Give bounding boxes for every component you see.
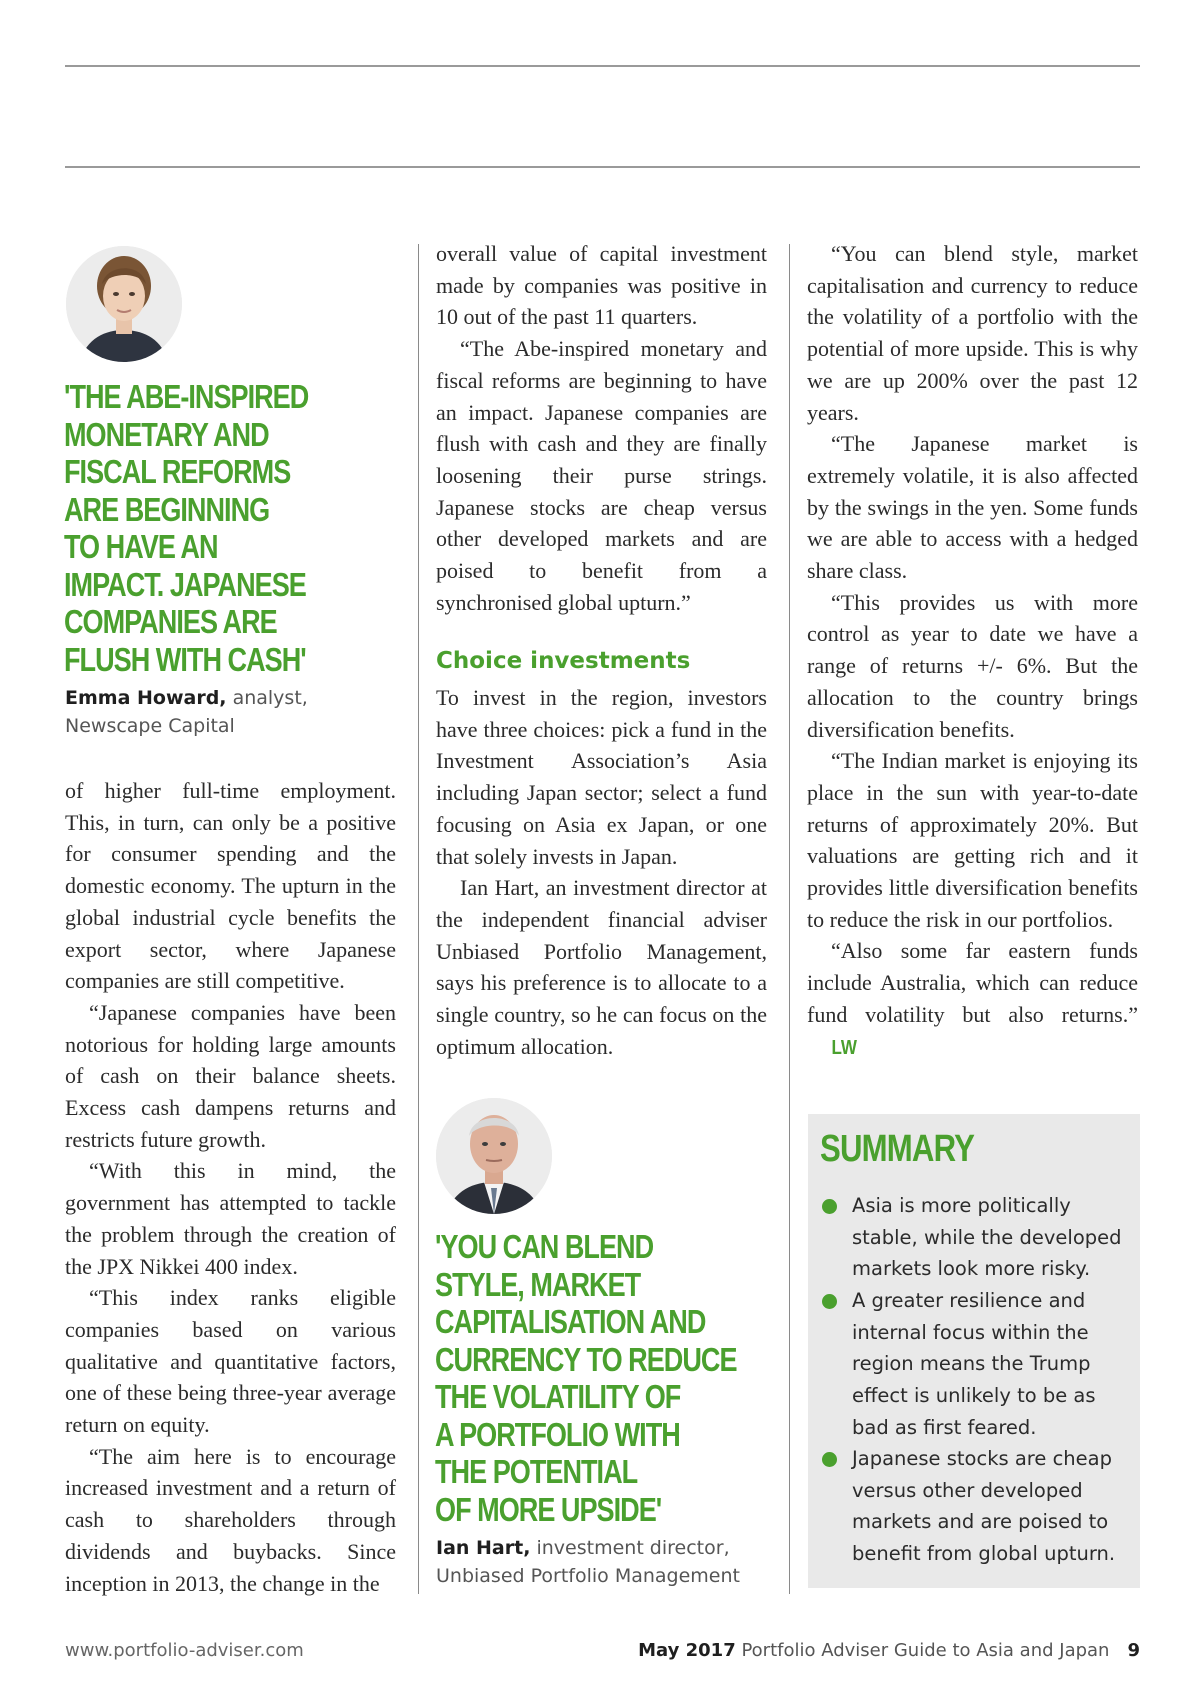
attribution-role: investment director,	[530, 1537, 730, 1559]
paragraph: Ian Hart, an investment director at the independent financial adviser Unbiased Portfolio Management, says his preference is to allocate to a single country, so he can focus on the optimum allocation.	[436, 875, 767, 1059]
summary-title: SUMMARY	[820, 1128, 975, 1170]
column-3-body	[807, 238, 1138, 1064]
bullet-icon	[822, 1452, 837, 1467]
paragraph: “Japanese companies have been notorious for holding large amounts of cash on their balance sheets. Excess cash dampens returns and restricts future growth.	[65, 999, 396, 1152]
header-rule	[65, 166, 1140, 168]
attribution-name: Emma Howard,	[65, 687, 227, 709]
summary-item	[822, 1190, 1132, 1285]
pull-quote-line: 'THE ABE-INSPIRED	[64, 378, 309, 415]
ian-hart-photo	[436, 1098, 552, 1214]
summary-box	[808, 1114, 1140, 1588]
paragraph: “The aim here is to encourage increased investment and a return of cash to shareholders through dividends and buybacks. Since inception in 2013, the change in the	[65, 1443, 396, 1596]
attribution-company: Newscape Capital	[65, 715, 235, 737]
paragraph: of higher full-time employment. This, in turn, can only be a positive for consumer spending and the domestic economy. The upturn in the global industrial cycle benefits the export sector, where Japanese companies are still competitive.	[65, 778, 396, 994]
pull-quote-ian	[435, 1228, 803, 1528]
pull-quote-line: TO HAVE AN	[64, 528, 218, 565]
attribution-emma	[65, 684, 405, 740]
pull-quote-line: 'YOU CAN BLEND	[435, 1228, 654, 1265]
paragraph	[807, 935, 1138, 1064]
pull-quote-line: CURRENCY TO REDUCE	[435, 1340, 737, 1378]
column-1-body	[65, 775, 396, 1599]
footer-date: May 2017	[638, 1640, 736, 1661]
pull-quote-emma	[64, 378, 362, 678]
bullet-icon	[822, 1199, 837, 1214]
pull-quote-line: ARE BEGINNING	[64, 490, 270, 528]
bullet-icon	[822, 1294, 837, 1309]
pull-quote-line: MONETARY AND	[64, 415, 269, 453]
paragraph: “This index ranks eligible companies based on various qualitative and quantitative factors, one of these being three-year average return on equity.	[65, 1285, 396, 1438]
pull-quote-line: CAPITALISATION AND	[435, 1303, 706, 1340]
attribution-name: Ian Hart,	[436, 1537, 531, 1559]
paragraph: “The Indian market is enjoying its place in the sun with year-to-date returns of approximately 20%. But valuations are getting rich and it provides little diversification benefits to reduce the risk in our portfolios.	[807, 748, 1138, 932]
column-divider	[418, 244, 419, 1594]
column-2-body	[436, 238, 767, 618]
summary-item-text: Asia is more politically stable, while the developed markets look more risky.	[852, 1194, 1122, 1281]
pull-quote-line: THE VOLATILITY OF	[435, 1378, 681, 1415]
summary-item	[822, 1285, 1132, 1444]
pull-quote-line: COMPANIES ARE	[64, 603, 277, 640]
emma-howard-photo	[66, 246, 182, 362]
attribution-company: Unbiased Portfolio Management	[436, 1565, 740, 1587]
summary-item	[822, 1443, 1132, 1570]
section-subhead: Choice investments	[436, 648, 691, 674]
pull-quote-line: IMPACT. JAPANESE	[64, 565, 306, 603]
paragraph: “The Abe-inspired monetary and fiscal reforms are beginning to have an impact. Japanese companies are flush with cash and they are finally loosening their purse strings. Japanese stocks are cheap versus other developed markets and are poised to benefit from a synchronised global upturn.”	[436, 336, 767, 615]
pull-quote-line: FISCAL REFORMS	[64, 453, 291, 490]
pull-quote-line: THE POTENTIAL	[435, 1453, 638, 1490]
footer-title: Portfolio Adviser Guide to Asia and Japan	[735, 1640, 1110, 1661]
summary-item-text: A greater resilience and internal focus within the region means the Trump effect is unlikely to be as bad as first feared.	[852, 1289, 1096, 1439]
paragraph: To invest in the region, investors have three choices: pick a fund in the Investment Association’s Asia including Japan sector; select a fund focusing on Asia ex Japan, or one that solely invests in Japan.	[436, 685, 767, 869]
attribution-role: analyst,	[226, 687, 308, 709]
paragraph: overall value of capital investment made by companies was positive in 10 out of the past 11 quarters.	[436, 241, 767, 330]
footer-publication	[638, 1640, 1140, 1661]
pull-quote-line: OF MORE UPSIDE'	[435, 1490, 662, 1528]
pull-quote-line: A PORTFOLIO WITH	[435, 1415, 680, 1453]
attribution-ian	[436, 1534, 786, 1590]
pull-quote-line: FLUSH WITH CASH'	[64, 640, 306, 678]
paragraph: “You can blend style, market capitalisation and currency to reduce the volatility of a portfolio with the potential of more upside. This is why we are up 200% over the past 12 years.	[807, 241, 1138, 425]
summary-item-text: Japanese stocks are cheap versus other developed markets and are poised to benefit from global upturn.	[852, 1447, 1116, 1566]
paragraph: “The Japanese market is extremely volatile, it is also affected by the swings in the yen. Some funds we are able to access with a hedged share class.	[807, 431, 1138, 584]
column-2-body-continued	[436, 682, 767, 1062]
author-signoff: LW	[831, 1036, 857, 1059]
paragraph-text: “Also some far eastern funds include Australia, which can reduce fund volatility but also returns.”	[807, 938, 1138, 1027]
top-rule	[65, 65, 1140, 67]
page-number: 9	[1127, 1640, 1140, 1661]
paragraph: “With this in mind, the government has attempted to tackle the problem through the creation of the JPX Nikkei 400 index.	[65, 1158, 396, 1279]
pull-quote-line: STYLE, MARKET	[435, 1265, 641, 1303]
footer-url: www.portfolio-adviser.com	[65, 1640, 304, 1661]
paragraph: “This provides us with more control as year to date we have a range of returns +/- 6%. But the allocation to the country brings diversification benefits.	[807, 589, 1138, 742]
